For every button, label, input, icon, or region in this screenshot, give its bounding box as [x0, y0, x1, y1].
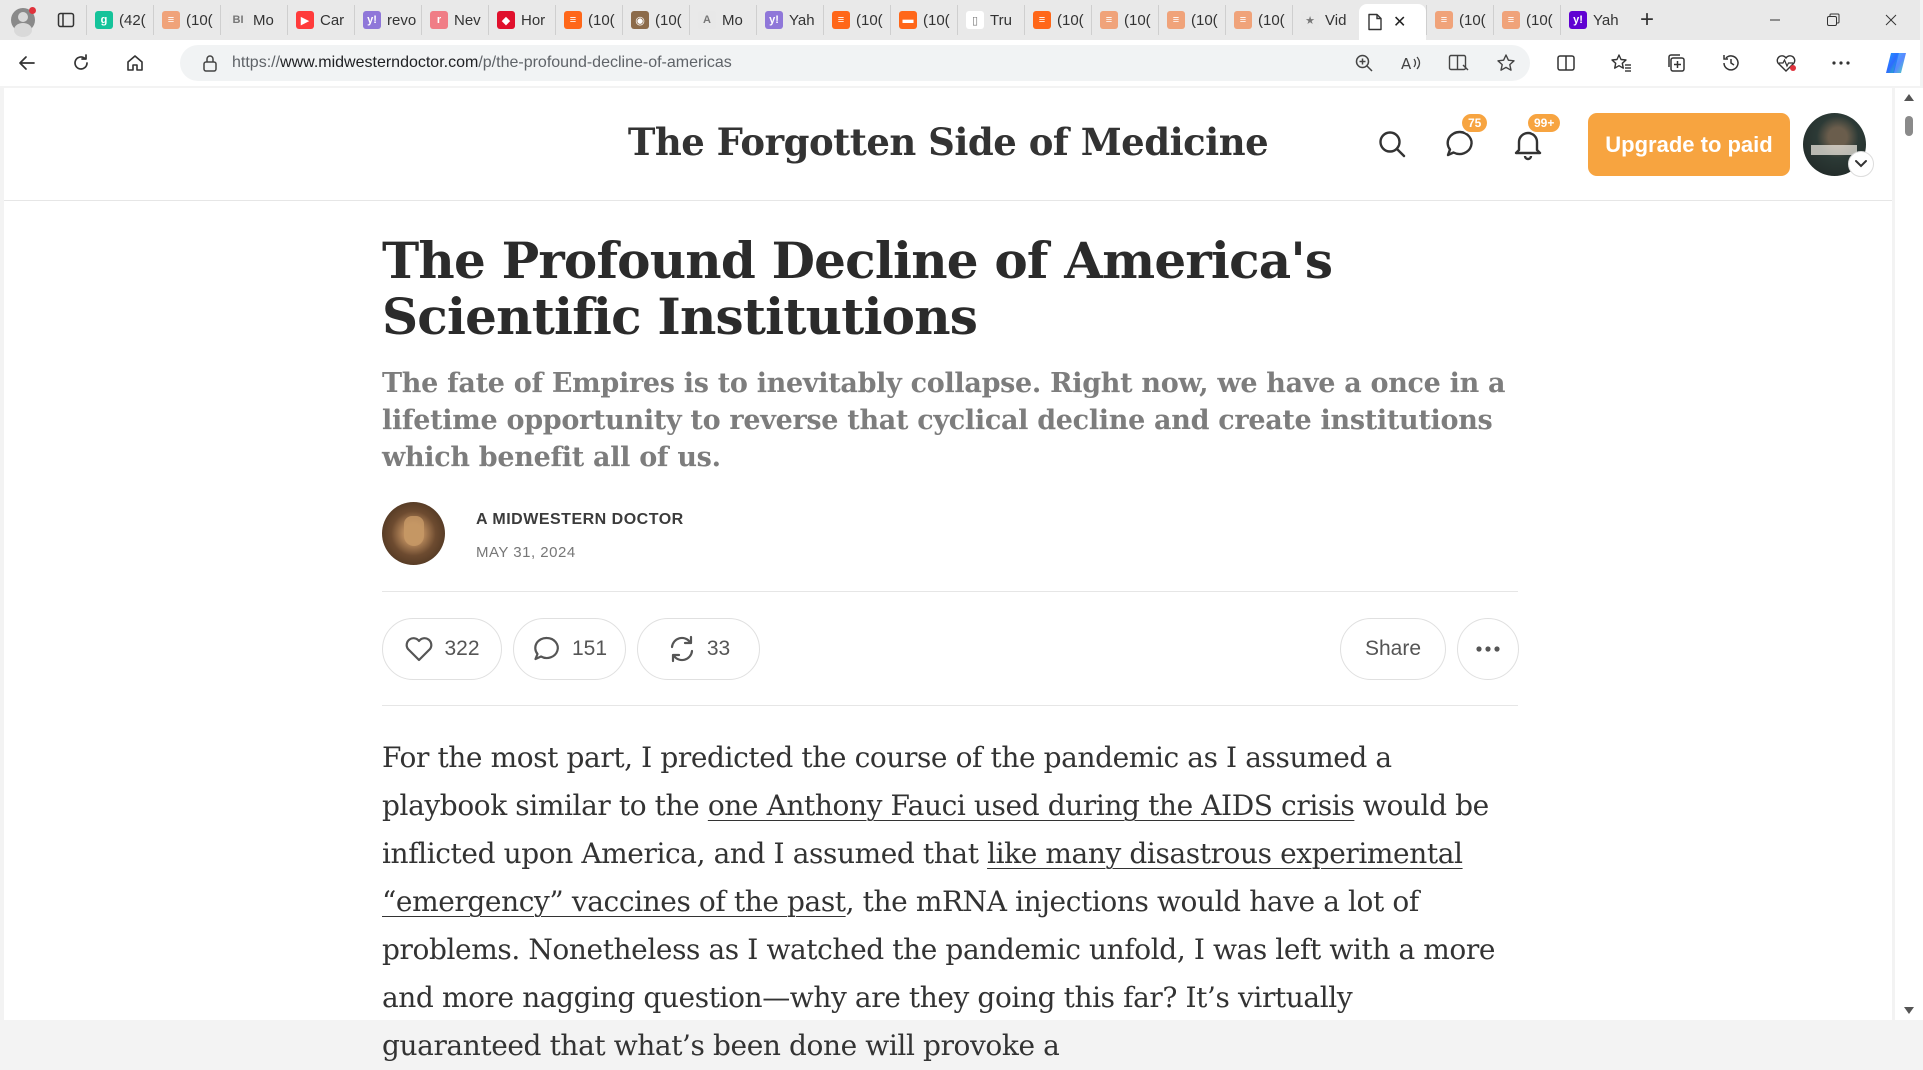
restore-button[interactable] — [1804, 0, 1862, 40]
collections-icon — [1666, 53, 1686, 73]
substack-icon: ≡ — [1033, 11, 1051, 29]
tab-label: Car — [320, 11, 345, 29]
browser-tab[interactable] — [1493, 5, 1560, 35]
browser-tab[interactable] — [1091, 5, 1158, 35]
browser-tab[interactable] — [1426, 5, 1493, 35]
history-icon — [1721, 53, 1741, 73]
page-scrollbar[interactable] — [1895, 88, 1923, 1020]
split-screen-button[interactable] — [1538, 40, 1593, 86]
browser-tab[interactable] — [220, 5, 287, 35]
scroll-thumb[interactable] — [1905, 116, 1913, 136]
substack-icon: ≡ — [1100, 11, 1118, 29]
tab-label: (10( — [856, 11, 883, 29]
browser-tab[interactable] — [689, 5, 756, 35]
substack-icon: ≡ — [1167, 11, 1185, 29]
post-actions — [382, 592, 1518, 706]
web-page — [4, 88, 1892, 1062]
tab-label: (10( — [1459, 11, 1486, 29]
tab-actions-button[interactable] — [46, 0, 86, 40]
youtube-icon: ▶ — [296, 11, 314, 29]
browser-tab[interactable] — [1560, 5, 1627, 35]
tab-label: Mo — [722, 11, 743, 29]
copilot-icon — [1883, 50, 1909, 76]
fauci-aids-link[interactable]: one Anthony Fauci used during the AIDS crisis — [707, 789, 1355, 822]
split-screen-icon — [1556, 53, 1576, 73]
substack-icon: ≡ — [564, 11, 582, 29]
yahoo-icon: y! — [765, 11, 783, 29]
tab-strip — [0, 0, 1920, 40]
refresh-button[interactable] — [54, 40, 108, 86]
grammarly-icon: g — [95, 11, 113, 29]
scroll-up-arrow[interactable] — [1904, 94, 1914, 101]
close-tab-icon[interactable]: ✕ — [1393, 14, 1407, 31]
browser-tab[interactable] — [622, 5, 689, 35]
browser-tab[interactable] — [488, 5, 555, 35]
minimize-icon — [1769, 14, 1781, 26]
tab-label: revo — [387, 11, 417, 29]
tab-label: Vid — [1325, 11, 1347, 29]
browser-tab[interactable] — [823, 5, 890, 35]
tab-label: (10( — [1258, 11, 1285, 29]
favorite-star-icon[interactable] — [1496, 53, 1516, 73]
window-controls — [1746, 0, 1920, 40]
yahoo-icon: y! — [1569, 11, 1587, 29]
substack-icon: ≡ — [832, 11, 850, 29]
heart-icon — [404, 635, 434, 663]
home-button[interactable] — [108, 40, 162, 86]
browser-tab[interactable] — [354, 5, 421, 35]
document-icon: ▯ — [966, 11, 984, 29]
favorites-button[interactable] — [1593, 40, 1648, 86]
new-tab-button[interactable] — [1627, 0, 1667, 40]
tab-label: (10( — [1191, 11, 1218, 29]
arrow-left-icon — [17, 53, 37, 73]
performance-button[interactable] — [1758, 40, 1813, 86]
article — [382, 233, 1518, 1070]
tab-label: (10( — [1057, 11, 1084, 29]
address-bar[interactable] — [180, 45, 1530, 81]
substack-icon: ≡ — [1502, 11, 1520, 29]
history-button[interactable] — [1703, 40, 1758, 86]
like-count: 322 — [444, 637, 480, 660]
browser-tab[interactable] — [957, 5, 1024, 35]
more-horizontal-icon — [1831, 60, 1851, 66]
search-button[interactable] — [1374, 126, 1410, 162]
tab-label: Hor — [521, 11, 546, 29]
more-horizontal-icon — [1476, 646, 1500, 652]
yahoo-icon: y! — [363, 11, 381, 29]
tab-label: Nev — [454, 11, 481, 29]
business-insider-icon: BI — [229, 11, 247, 29]
comment-count: 151 — [571, 637, 608, 660]
byline — [382, 502, 1518, 592]
browser-tab[interactable] — [1158, 5, 1225, 35]
minimize-button[interactable] — [1746, 0, 1804, 40]
restore-icon — [1826, 13, 1840, 27]
close-icon — [1885, 14, 1897, 26]
emergency-vaccines-link[interactable]: like many disastrous experimental “emergency” vaccines of the past — [382, 837, 1463, 918]
browser-tab[interactable] — [555, 5, 622, 35]
document-icon — [1367, 13, 1383, 31]
chat-badge: 75 — [1460, 112, 1489, 134]
browser-tab[interactable] — [1024, 5, 1091, 35]
browser-tab[interactable] — [421, 5, 488, 35]
chat-button[interactable] — [1442, 116, 1482, 162]
browser-tab[interactable] — [287, 5, 354, 35]
browser-tab[interactable] — [890, 5, 957, 35]
more-options-button[interactable] — [1457, 618, 1519, 680]
home-icon — [125, 53, 145, 73]
lock-icon[interactable] — [202, 54, 218, 72]
tab-label: (10( — [186, 11, 213, 29]
tab-label: Mo — [253, 11, 274, 29]
substack-icon: ≡ — [162, 11, 180, 29]
star-icon: ★ — [1301, 11, 1319, 29]
svg-text:A: A — [1401, 55, 1412, 73]
ai-icon: A — [698, 11, 716, 29]
copilot-button[interactable] — [1868, 40, 1923, 86]
browser-tab[interactable] — [1292, 5, 1359, 35]
tab-label: (10( — [655, 11, 682, 29]
site-header — [4, 88, 1892, 201]
chevron-down-icon — [1855, 160, 1867, 168]
account-menu-button[interactable] — [1848, 151, 1874, 177]
substack-icon: ≡ — [1435, 11, 1453, 29]
close-window-button[interactable] — [1862, 0, 1920, 40]
profile-alert-dot — [29, 7, 36, 14]
scroll-down-arrow[interactable] — [1904, 1007, 1914, 1014]
favorites-icon — [1610, 53, 1632, 73]
url-text[interactable]: https://www.midwesterndoctor.com/p/the-profound-decline-of-americas — [232, 54, 732, 71]
back-button[interactable] — [0, 40, 54, 86]
notifications-badge: 99+ — [1526, 112, 1562, 134]
post-date: MAY 31, 2024 — [476, 544, 576, 561]
heart-pulse-icon — [1775, 53, 1797, 73]
tab-label: (10( — [588, 11, 615, 29]
tab-label: Tru — [990, 11, 1012, 29]
tab-label: (10( — [1526, 11, 1553, 29]
tab-label: (10( — [923, 11, 950, 29]
bookmark-orange-icon: ▬ — [899, 11, 917, 29]
browser-tab[interactable] — [86, 5, 153, 35]
comment-button[interactable] — [513, 618, 626, 680]
r-icon: r — [430, 11, 448, 29]
settings-more-button[interactable] — [1813, 40, 1868, 86]
author-avatar[interactable] — [382, 502, 445, 565]
zoom-icon[interactable] — [1354, 53, 1374, 73]
notifications-button[interactable] — [1510, 116, 1555, 162]
plus-icon: + — [1639, 6, 1654, 33]
browser-toolbar — [0, 40, 1920, 86]
article-subtitle: The fate of Empires is to inevitably collapse. Right now, we have a once in a lifetime opportunity to reverse that cyclical decline and create institutions which benefit all of us. — [382, 368, 1506, 473]
site-title[interactable]: The Forgotten Side of Medicine — [627, 120, 1269, 164]
restack-icon — [667, 634, 697, 664]
comment-icon — [532, 634, 562, 664]
article-title: The Profound Decline of America's Scientific Institutions — [382, 231, 1333, 346]
author-name[interactable]: A MIDWESTERN DOCTOR — [476, 511, 684, 528]
article-body: For the most part, I predicted the course of the pandemic as I assumed a playbook similar to the one Anthony Fauci used during the AIDS crisis would be inflicted upon America, and I assumed that like many disastrous experimental “emergency” vaccines of the past, the mRNA injections would have a lot of problems. Nonetheless as I watched the pandemic unfold, I was left with a more and more nagging question—why are they going this far? It’s virtually guaranteed that what’s been done will provoke a — [382, 741, 1496, 1062]
active-browser-tab[interactable] — [1359, 4, 1426, 40]
tab-list — [86, 0, 1627, 40]
browser-tab[interactable] — [1225, 5, 1292, 35]
upgrade-to-paid-button[interactable]: Upgrade to paid — [1588, 113, 1790, 176]
restack-button[interactable] — [637, 618, 760, 680]
globe-avatar-icon: ◉ — [631, 11, 649, 29]
tab-label: (42( — [119, 11, 146, 29]
restack-count: 33 — [706, 637, 731, 660]
search-icon — [1377, 129, 1407, 159]
substack-icon: ≡ — [1234, 11, 1252, 29]
tab-label: Yah — [789, 11, 815, 29]
refresh-icon — [71, 53, 91, 73]
red-shield-icon: ◆ — [497, 11, 515, 29]
browser-tab[interactable] — [153, 5, 220, 35]
read-aloud-icon[interactable] — [1400, 53, 1422, 73]
like-button[interactable] — [382, 618, 502, 680]
tab-label: (10( — [1124, 11, 1151, 29]
browser-tab[interactable] — [756, 5, 823, 35]
browser-profile-button[interactable] — [0, 0, 46, 40]
collections-button[interactable] — [1648, 40, 1703, 86]
tab-actions-icon — [57, 11, 75, 29]
immersive-reader-icon[interactable] — [1448, 53, 1470, 73]
tab-label: Yah — [1593, 11, 1619, 29]
share-button[interactable]: Share — [1340, 618, 1446, 680]
